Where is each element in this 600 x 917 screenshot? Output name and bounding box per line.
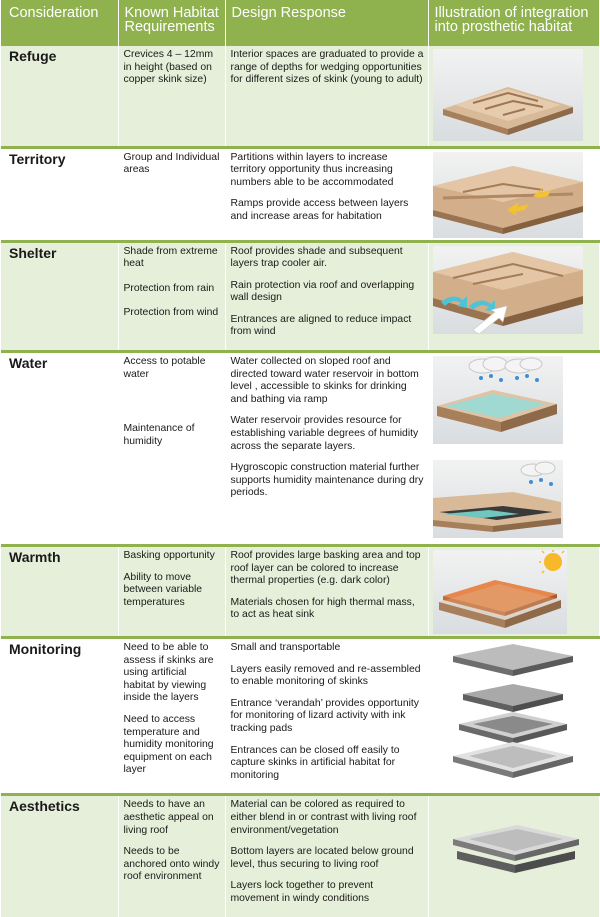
stacked-slab-icon: [433, 799, 593, 899]
table-row-shelter: [1, 241, 599, 352]
layered-maze-icon: [433, 49, 593, 141]
consideration-aesthetics: Aesthetics: [1, 795, 118, 917]
requirements-territory: [118, 147, 225, 241]
response-text: Rain protection via roof and overlapping wall design: [230, 279, 415, 304]
requirement-text: Protection from rain: [123, 282, 215, 294]
response-text: Bottom layers are located below ground level, thus securing to living roof: [230, 846, 414, 870]
requirements-monitoring: [118, 638, 225, 795]
table-row-territory: [1, 147, 599, 241]
header-consideration: Consideration: [1, 0, 118, 46]
response-text: Small and transportable: [230, 642, 341, 654]
response-text: Materials chosen for high thermal mass, to act as heat sink: [230, 596, 415, 621]
requirement-text: Access to potable water: [123, 356, 206, 380]
sun-roof-icon: [433, 550, 593, 634]
illustration-warmth: [428, 546, 599, 638]
table-row-aesthetics: [1, 795, 599, 917]
illustration-aesthetics: [428, 795, 599, 917]
response-text: Layers lock together to prevent movement in windy conditions: [230, 880, 374, 904]
responses-shelter: [225, 241, 428, 352]
requirement-text: Basking opportunity: [123, 550, 215, 562]
response-text: Water reservoir provides resource for establishing variable degrees of humidity across the separate layers.: [230, 415, 419, 452]
response-text: Water collected on sloped roof and directed toward water reservoir in bottom level , accessible to skinks for drinking and bathing via ramp: [230, 356, 419, 405]
illustration-shelter: [428, 241, 599, 352]
response-text: Entrance ‘verandah’ provides opportunity for monitoring of lizard activity with ink tracking pads: [230, 697, 419, 735]
response-text: Entrances can be closed off easily to capture skinks in artificial habitat for monitoring: [230, 744, 400, 781]
responses-aesthetics: [225, 795, 428, 917]
consideration-monitoring: Monitoring: [1, 638, 118, 795]
response-text: Interior spaces are graduated to provide a range of depths for wedging opportunities for different sizes of skink (young to adult): [230, 49, 424, 86]
table-row-water: [1, 352, 599, 546]
requirement-text: Group and Individual areas: [123, 151, 220, 176]
requirements-shelter: [118, 241, 225, 352]
requirement-text: Need to access temperature and humidity monitoring equipment on each layer: [123, 714, 214, 776]
ramp-arrows-icon: [433, 152, 593, 238]
requirements-refuge: [118, 46, 225, 147]
header-response: Design Response: [225, 0, 428, 46]
responses-warmth: [225, 546, 428, 638]
requirement-text: Crevices 4 – 12mm in height (based on copper skink size): [123, 49, 214, 86]
illustration-monitoring: [428, 638, 599, 795]
header-illustration: Illustration of integration into prosthetic habitat: [428, 0, 599, 46]
table-row-monitoring: [1, 638, 599, 795]
header-row: [1, 0, 599, 46]
response-text: Entrances are aligned to reduce impact from wind: [230, 313, 412, 338]
response-text: Ramps provide access between layers and increase areas for habitation: [230, 198, 409, 222]
table-row-refuge: [1, 46, 599, 147]
consideration-shelter: Shelter: [1, 241, 118, 352]
requirement-text: Needs to have an aesthetic appeal on living roof: [123, 799, 214, 836]
requirement-text: Protection from wind: [123, 307, 219, 319]
responses-monitoring: [225, 638, 428, 795]
wind-arrows-icon: [433, 246, 593, 334]
illustration-territory: [428, 147, 599, 241]
response-text: Hygroscopic construction material further supports humidity maintenance during dry periods.: [230, 462, 424, 499]
requirements-aesthetics: [118, 795, 225, 917]
response-text: Partitions within layers to increase territory opportunity thus increasing numbers able to be accommodated: [230, 151, 394, 188]
requirements-warmth: [118, 546, 225, 638]
requirement-text: Needs to be anchored onto windy roof environment: [123, 846, 220, 883]
illustration-refuge: [428, 46, 599, 147]
response-text: Layers easily removed and re-assembled to enable monitoring of skinks: [230, 663, 421, 688]
consideration-territory: Territory: [1, 147, 118, 241]
response-text: Material can be colored as required to either blend in or contrast with living roof environment/vegetation: [230, 799, 417, 836]
response-text: Roof provides shade and subsequent layers trap cooler air.: [230, 245, 403, 270]
consideration-refuge: Refuge: [1, 46, 118, 147]
responses-refuge: [225, 46, 428, 147]
illustration-water: [428, 352, 599, 546]
rain-cloud-icon: [433, 356, 593, 542]
requirement-text: Ability to move between variable temperatures: [123, 571, 203, 608]
requirement-text: Maintenance of humidity: [123, 423, 195, 447]
requirement-text: Shade from extreme heat: [123, 245, 218, 270]
header-requirements: Known Habitat Requirements: [118, 0, 225, 46]
response-text: Roof provides large basking area and top roof layer can be colored to increase thermal properties (e.g. dark color): [230, 550, 421, 587]
exploded-layers-icon: [433, 642, 593, 788]
responses-water: [225, 352, 428, 546]
table-row-warmth: [1, 546, 599, 638]
consideration-warmth: Warmth: [1, 546, 118, 638]
responses-territory: [225, 147, 428, 241]
habitat-design-table: [1, 0, 600, 917]
consideration-water: Water: [1, 352, 118, 546]
requirement-text: Need to be able to assess if skinks are using artificial habitat by viewing inside the layers: [123, 642, 214, 704]
requirements-water: [118, 352, 225, 546]
